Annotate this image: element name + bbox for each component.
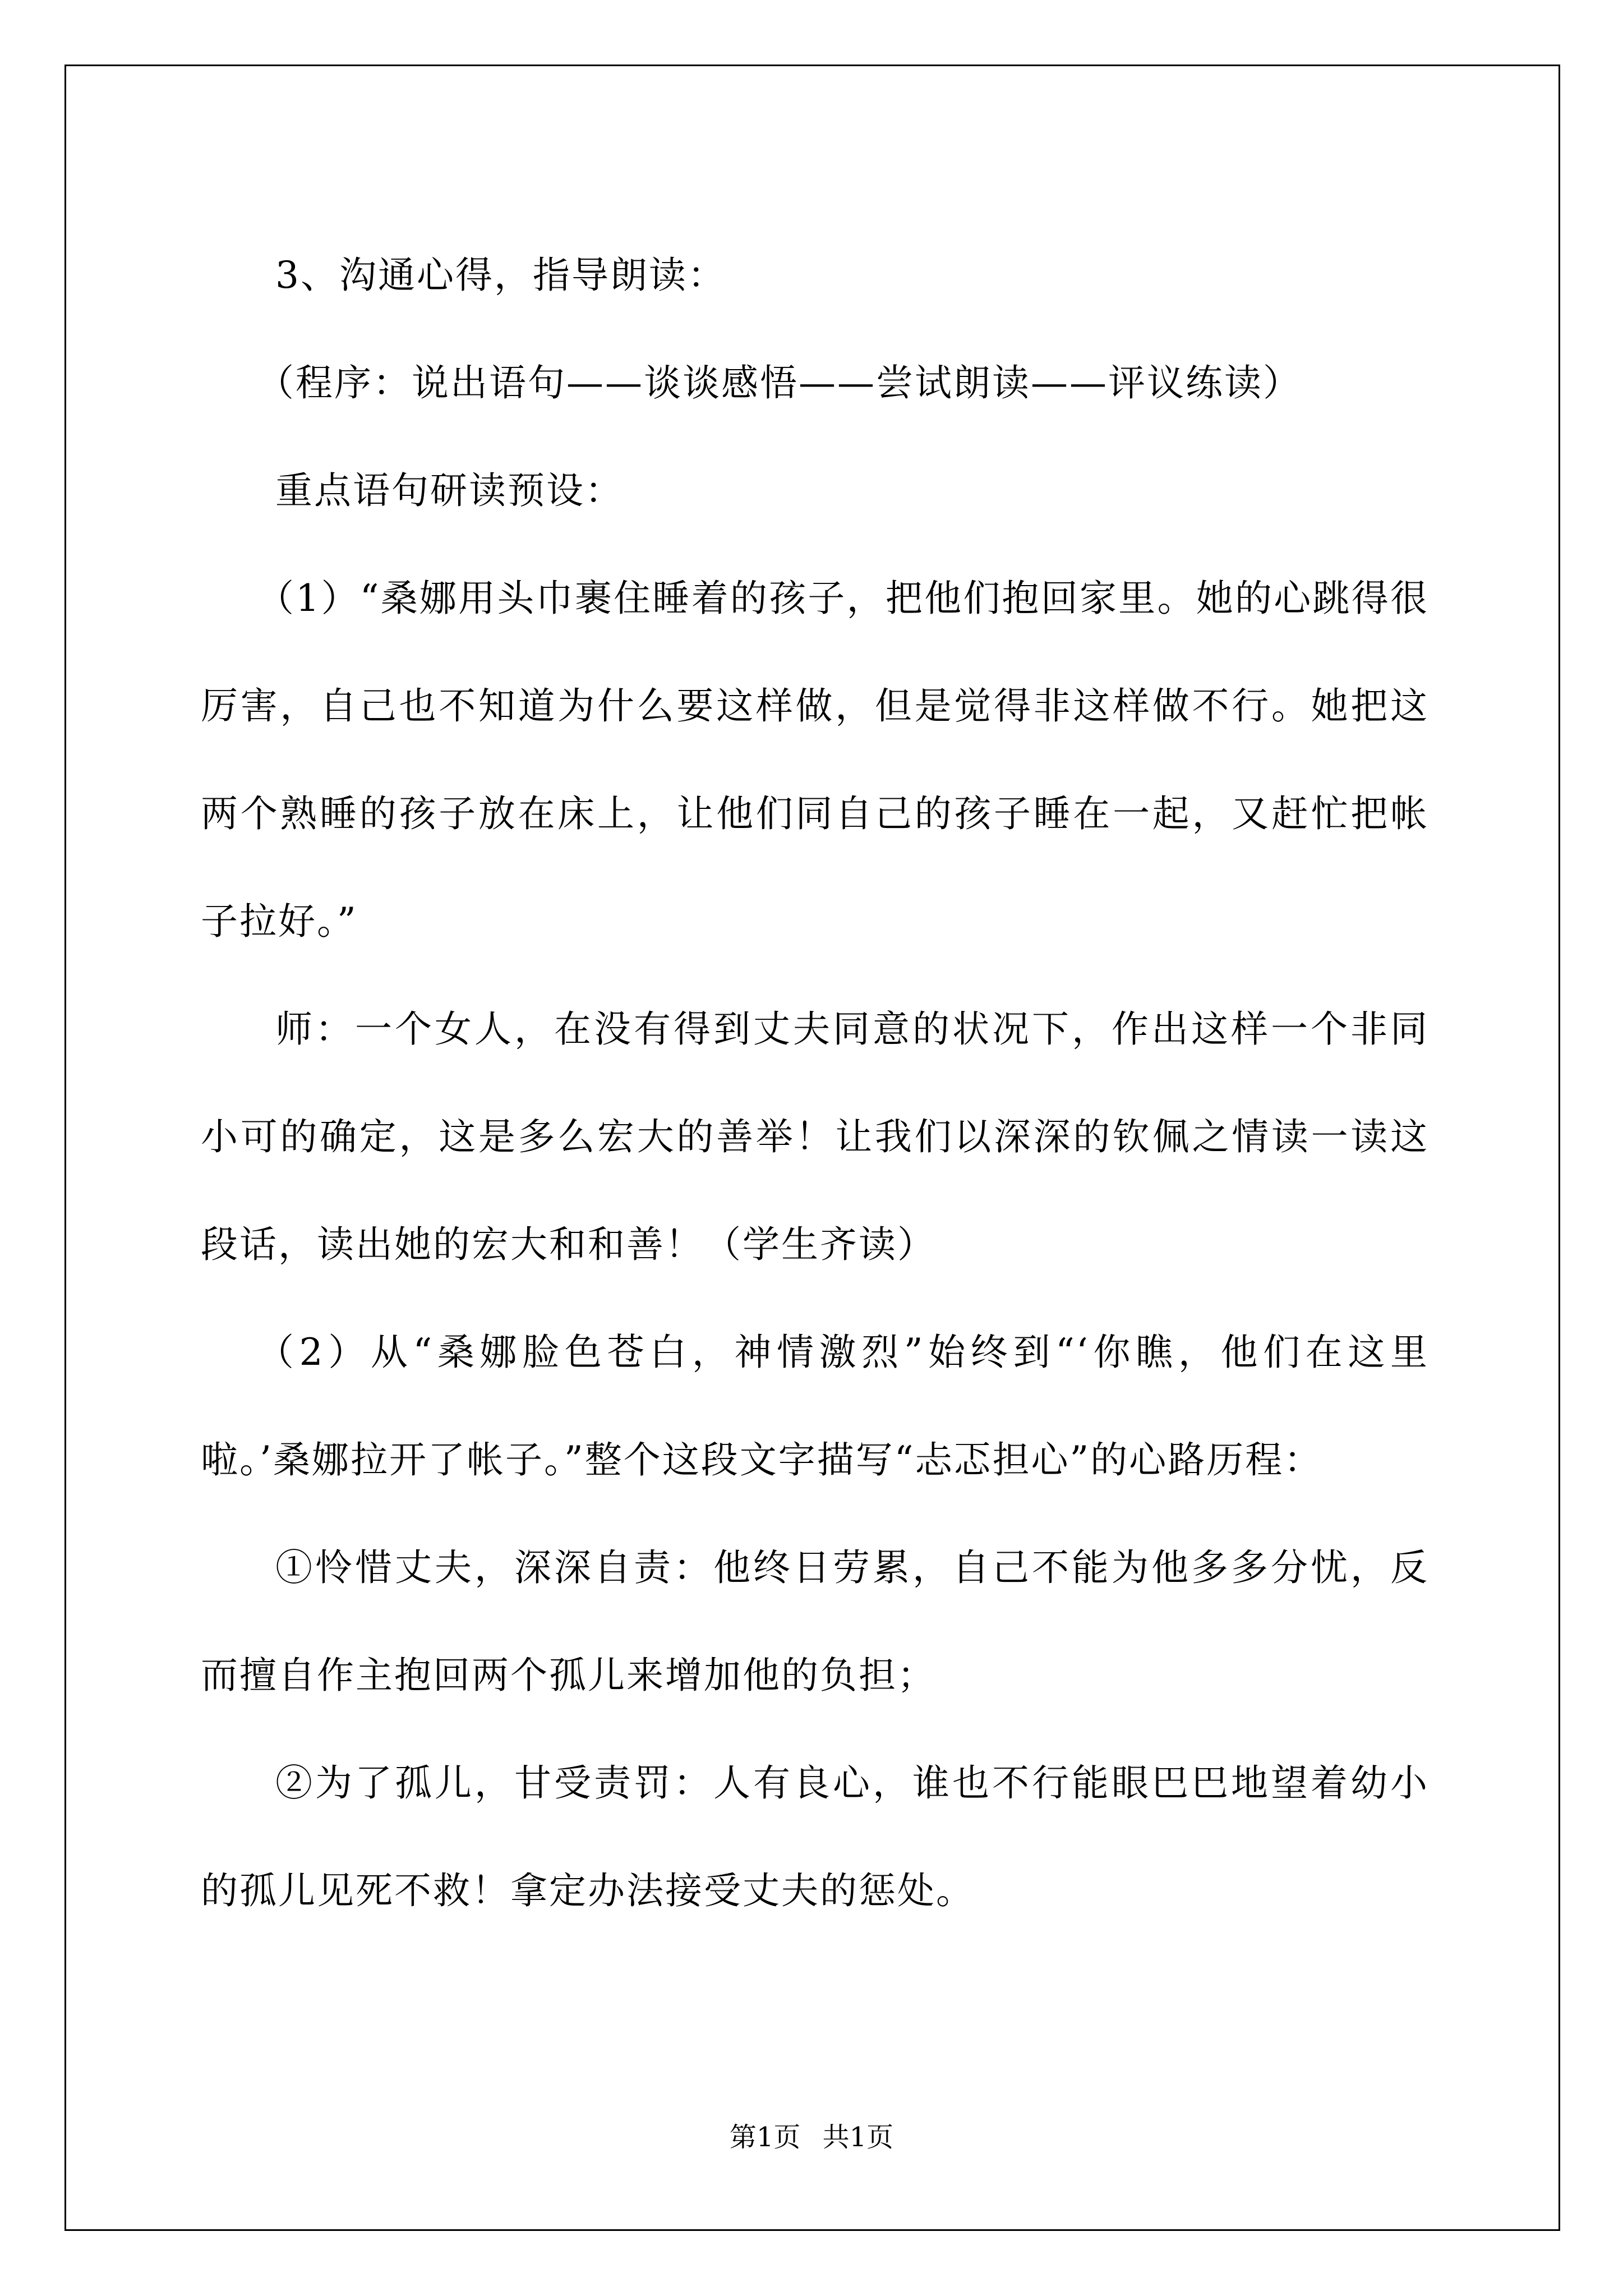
document-body [201,222,1429,1945]
section-heading: 3、沟通心得，指导朗读： [275,254,726,297]
list-item-1: ①怜惜丈夫，深深自责：他终日劳累，自己不能为他多多分忧，反而擅自作主抱回两个孤儿来增加他的负担； [201,1546,1429,1697]
page-footer [0,2120,1623,2154]
page-total: 共1页 [822,2122,894,2153]
procedure-line: （程序：说出语句——谈谈感悟——尝试朗读——评议练读） [257,361,1302,404]
quote-paragraph-2: （2）从“桑娜脸色苍白，神情激烈”始终到“‘你瞧，他们在这里啦。’桑娜拉开了帐子。”整个这段文字描写“忐忑担心”的心路历程： [201,1331,1429,1481]
page-number: 第1页 [729,2122,801,2153]
subheading: 重点语句研读预设： [275,469,624,512]
teacher-remark: 师：一个女人，在没有得到丈夫同意的状况下，作出这样一个非同小可的确定，这是多么宏大的善举！让我们以深深的钦佩之情读一读这段话，读出她的宏大和和善！（学生齐读） [201,1007,1429,1266]
list-item-2: ②为了孤儿，甘受责罚：人有良心，谁也不行能眼巴巴地望着幼小的孤儿见死不救！拿定办法接受丈夫的惩处。 [201,1761,1429,1912]
quote-paragraph-1: （1）“桑娜用头巾裹住睡着的孩子，把他们抱回家里。她的心跳得很厉害，自己也不知道为什么要这样做，但是觉得非这样做不行。她把这两个熟睡的孩子放在床上，让他们同自己的孩子睡在一起，又赶忙把帐子拉好。” [201,577,1429,943]
